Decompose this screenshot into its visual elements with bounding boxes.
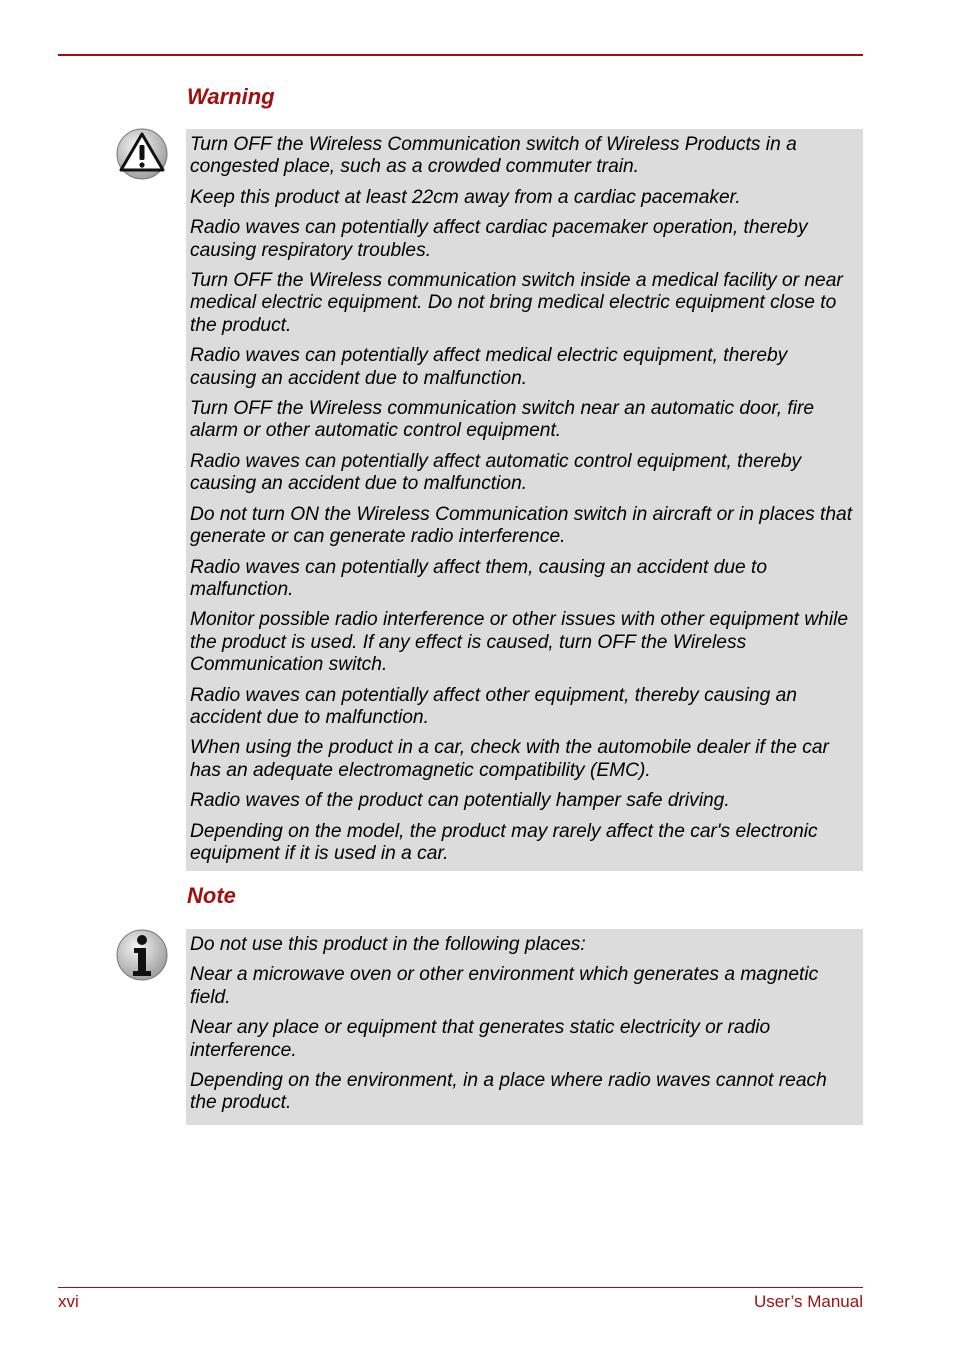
warning-paragraph: When using the product in a car, check with the automobile dealer if the car has an adequate electromagnetic compatibility (EMC). xyxy=(190,737,829,781)
manual-title: User’s Manual xyxy=(754,1292,863,1311)
note-box xyxy=(186,929,863,1125)
warning-paragraph: Radio waves can potentially affect automatic control equipment, thereby causing an accident due to malfunction. xyxy=(190,450,802,495)
warning-box xyxy=(186,129,863,871)
warning-title: Warning xyxy=(187,84,275,109)
page-number: xvi xyxy=(58,1292,79,1311)
warning-paragraph: Do not turn ON the Wireless Communication switch in aircraft or in places that generate or can generate radio interference. xyxy=(190,503,853,548)
note-paragraph: Near a microwave oven or other environment which generates a magnetic field. xyxy=(190,964,819,1008)
warning-paragraph: Depending on the model, the product may rarely affect the car's electronic equipment if it is used in a car. xyxy=(190,820,818,864)
header-rule xyxy=(58,54,863,56)
warning-paragraph: Turn OFF the Wireless Communication switch of Wireless Products in a congested place, such as a crowded commuter train. xyxy=(190,134,797,178)
warning-paragraph: Radio waves can potentially affect them, causing an accident due to malfunction. xyxy=(190,556,768,600)
note-paragraph: Near any place or equipment that generates static electricity or radio interference. xyxy=(190,1017,771,1061)
note-paragraph: Do not use this product in the following places: xyxy=(190,934,586,955)
warning-paragraph: Radio waves can potentially affect medical electric equipment, thereby causing an accident due to malfunction. xyxy=(190,345,788,389)
info-icon xyxy=(116,929,168,981)
warning-triangle-icon xyxy=(116,128,168,180)
warning-paragraph: Monitor possible radio interference or other issues with other equipment while the product is used. If any effect is caused, turn OFF the Wireless Communication switch. xyxy=(190,609,849,676)
note-title: Note xyxy=(187,883,236,908)
note-paragraph: Depending on the environment, in a place where radio waves cannot reach the product. xyxy=(190,1070,827,1114)
warning-paragraph: Radio waves can potentially affect other equipment, thereby causing an accident due to malfunction. xyxy=(190,684,797,728)
warning-paragraph: Radio waves of the product can potentially hamper safe driving. xyxy=(190,790,730,812)
warning-paragraph: Turn OFF the Wireless communication switch inside a medical facility or near medical electric equipment. Do not bring medical electric equipment close to the product. xyxy=(190,270,843,336)
footer-rule xyxy=(58,1287,863,1288)
warning-paragraph: Radio waves can potentially affect cardiac pacemaker operation, thereby causing respiratory troubles. xyxy=(190,217,808,261)
warning-paragraph: Keep this product at least 22cm away from a cardiac pacemaker. xyxy=(190,186,741,208)
warning-paragraph: Turn OFF the Wireless communication switch near an automatic door, fire alarm or other automatic control equipment. xyxy=(190,398,815,442)
